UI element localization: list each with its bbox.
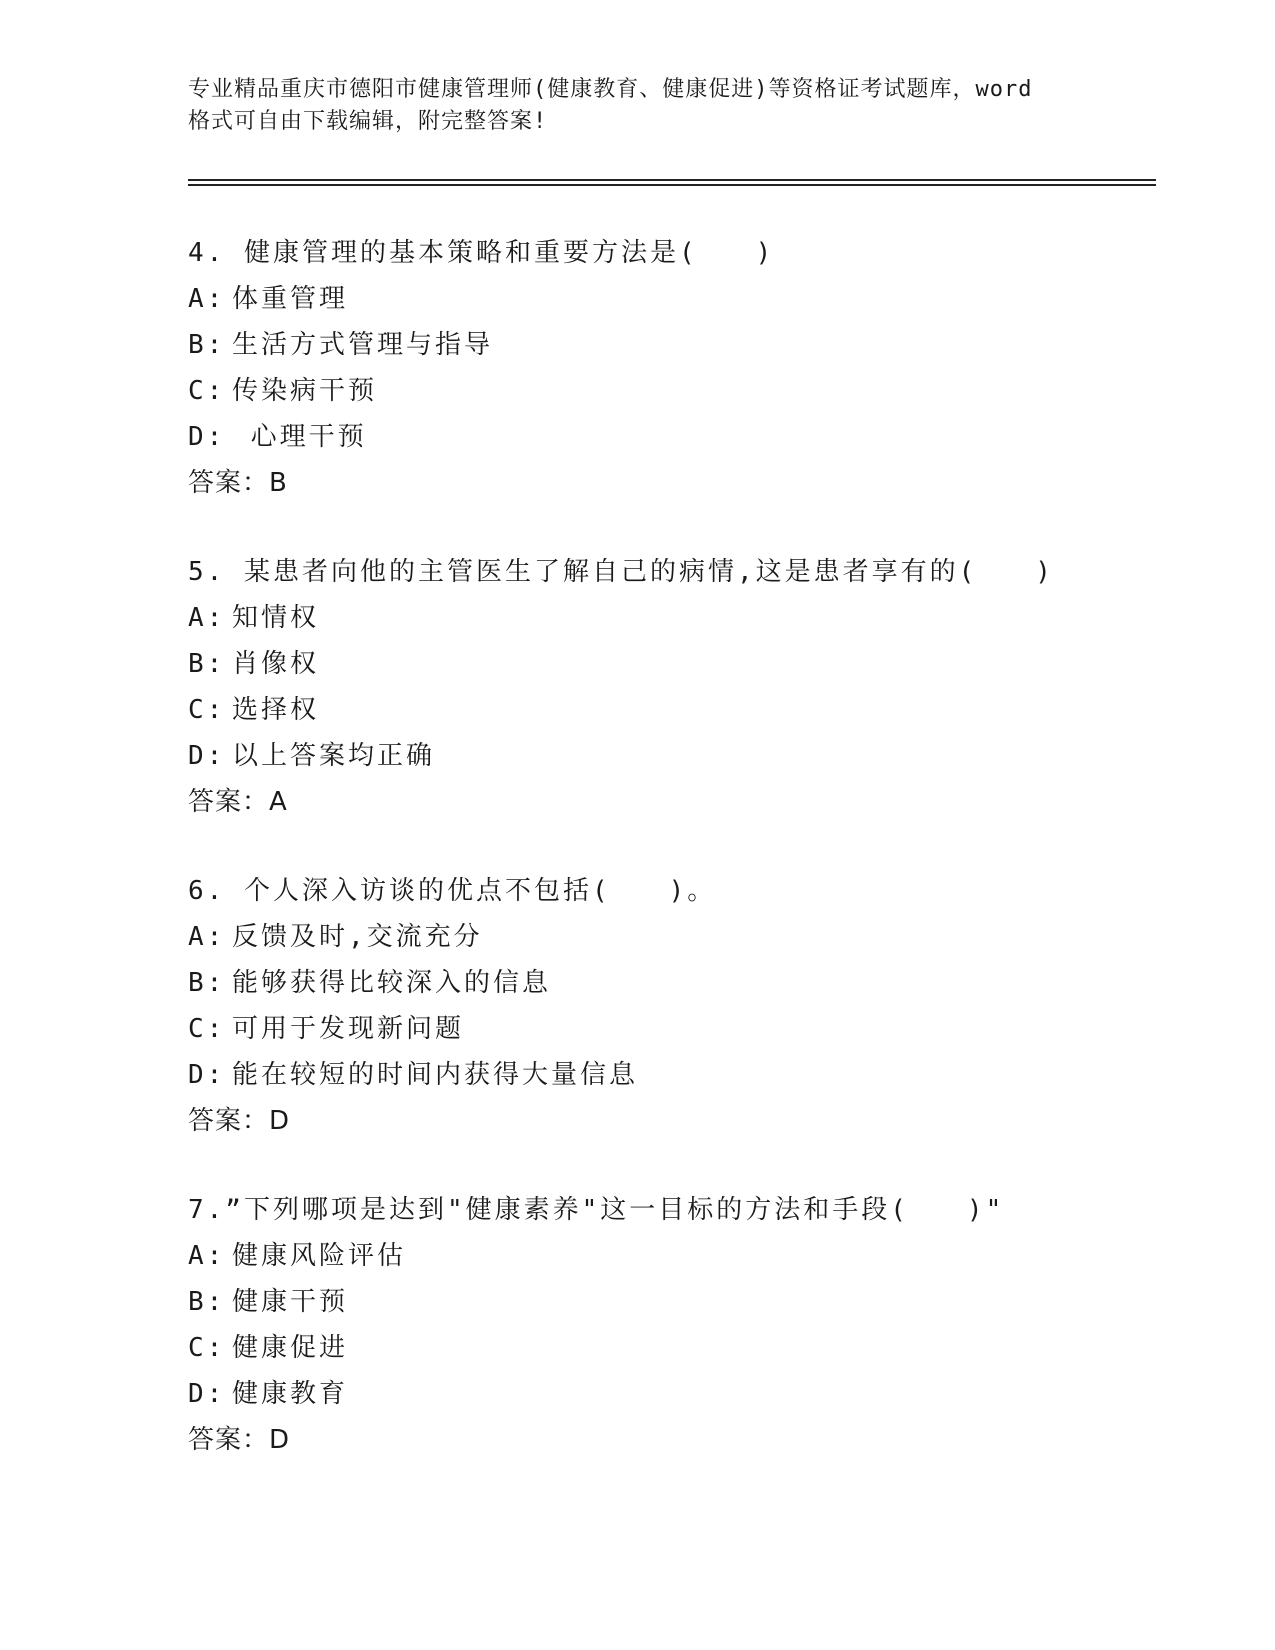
option-key: A:	[188, 1241, 226, 1271]
option-key: A:	[188, 922, 226, 952]
option-key: C:	[188, 695, 226, 725]
option-text: 知情权	[232, 603, 320, 633]
header-divider-top	[188, 179, 1156, 181]
option-text: 健康教育	[232, 1379, 349, 1409]
option-d	[188, 421, 1148, 467]
question-7	[188, 1194, 1148, 1470]
option-text: 肖像权	[232, 649, 320, 679]
option-a	[188, 283, 1148, 329]
option-d	[188, 1378, 1148, 1424]
option-key: C:	[188, 1014, 226, 1044]
option-a	[188, 1240, 1148, 1286]
question-stem: 6. 个人深入访谈的优点不包括( )。	[188, 876, 717, 906]
option-text: 可用于发现新问题	[232, 1014, 465, 1044]
option-key: C:	[188, 376, 226, 406]
option-key: A:	[188, 603, 226, 633]
option-c	[188, 1013, 1148, 1059]
option-text: 能在较短的时间内获得大量信息	[232, 1060, 639, 1090]
answer: 答案：B	[188, 468, 288, 498]
option-text: 健康风险评估	[232, 1241, 407, 1271]
option-d	[188, 740, 1148, 786]
question-6	[188, 875, 1148, 1151]
question-5	[188, 556, 1148, 832]
option-key: B:	[188, 968, 226, 998]
option-c	[188, 694, 1148, 740]
answer: 答案：D	[188, 1106, 291, 1136]
header-divider-bottom	[188, 184, 1156, 186]
option-key: D:	[188, 422, 226, 452]
question-stem: 5. 某患者向他的主管医生了解自己的病情,这是患者享有的( )	[188, 557, 1054, 587]
document-header	[188, 74, 1108, 138]
header-line-2: 格式可自由下载编辑，附完整答案!	[188, 109, 548, 134]
option-key: C:	[188, 1333, 226, 1363]
answer: 答案：D	[188, 1425, 291, 1455]
option-key: A:	[188, 284, 226, 314]
option-key: B:	[188, 649, 226, 679]
option-key: B:	[188, 1287, 226, 1317]
question-stem: 4. 健康管理的基本策略和重要方法是( )	[188, 238, 775, 268]
option-b	[188, 329, 1148, 375]
option-text: 传染病干预	[232, 376, 378, 406]
option-b	[188, 1286, 1148, 1332]
option-c	[188, 375, 1148, 421]
option-key: D:	[188, 1379, 226, 1409]
option-a	[188, 602, 1148, 648]
option-b	[188, 648, 1148, 694]
option-c	[188, 1332, 1148, 1378]
question-stem: 7.”下列哪项是达到"健康素养"这一目标的方法和手段( )"	[188, 1195, 1005, 1225]
option-text: 生活方式管理与指导	[232, 330, 494, 360]
option-key: D:	[188, 741, 226, 771]
header-line-1: 专业精品重庆市德阳市健康管理师(健康教育、健康促进)等资格证考试题库，word	[188, 77, 1033, 102]
option-text: 健康促进	[232, 1333, 349, 1363]
option-text: 选择权	[232, 695, 320, 725]
option-key: B:	[188, 330, 226, 360]
option-key: D:	[188, 1060, 226, 1090]
option-text: 体重管理	[232, 284, 349, 314]
option-text: 心理干预	[232, 422, 367, 452]
answer: 答案：A	[188, 787, 288, 817]
option-a	[188, 921, 1148, 967]
option-d	[188, 1059, 1148, 1105]
question-4	[188, 237, 1148, 513]
option-b	[188, 967, 1148, 1013]
option-text: 反馈及时,交流充分	[232, 922, 483, 952]
option-text: 健康干预	[232, 1287, 349, 1317]
option-text: 以上答案均正确	[232, 741, 436, 771]
option-text: 能够获得比较深入的信息	[232, 968, 552, 998]
